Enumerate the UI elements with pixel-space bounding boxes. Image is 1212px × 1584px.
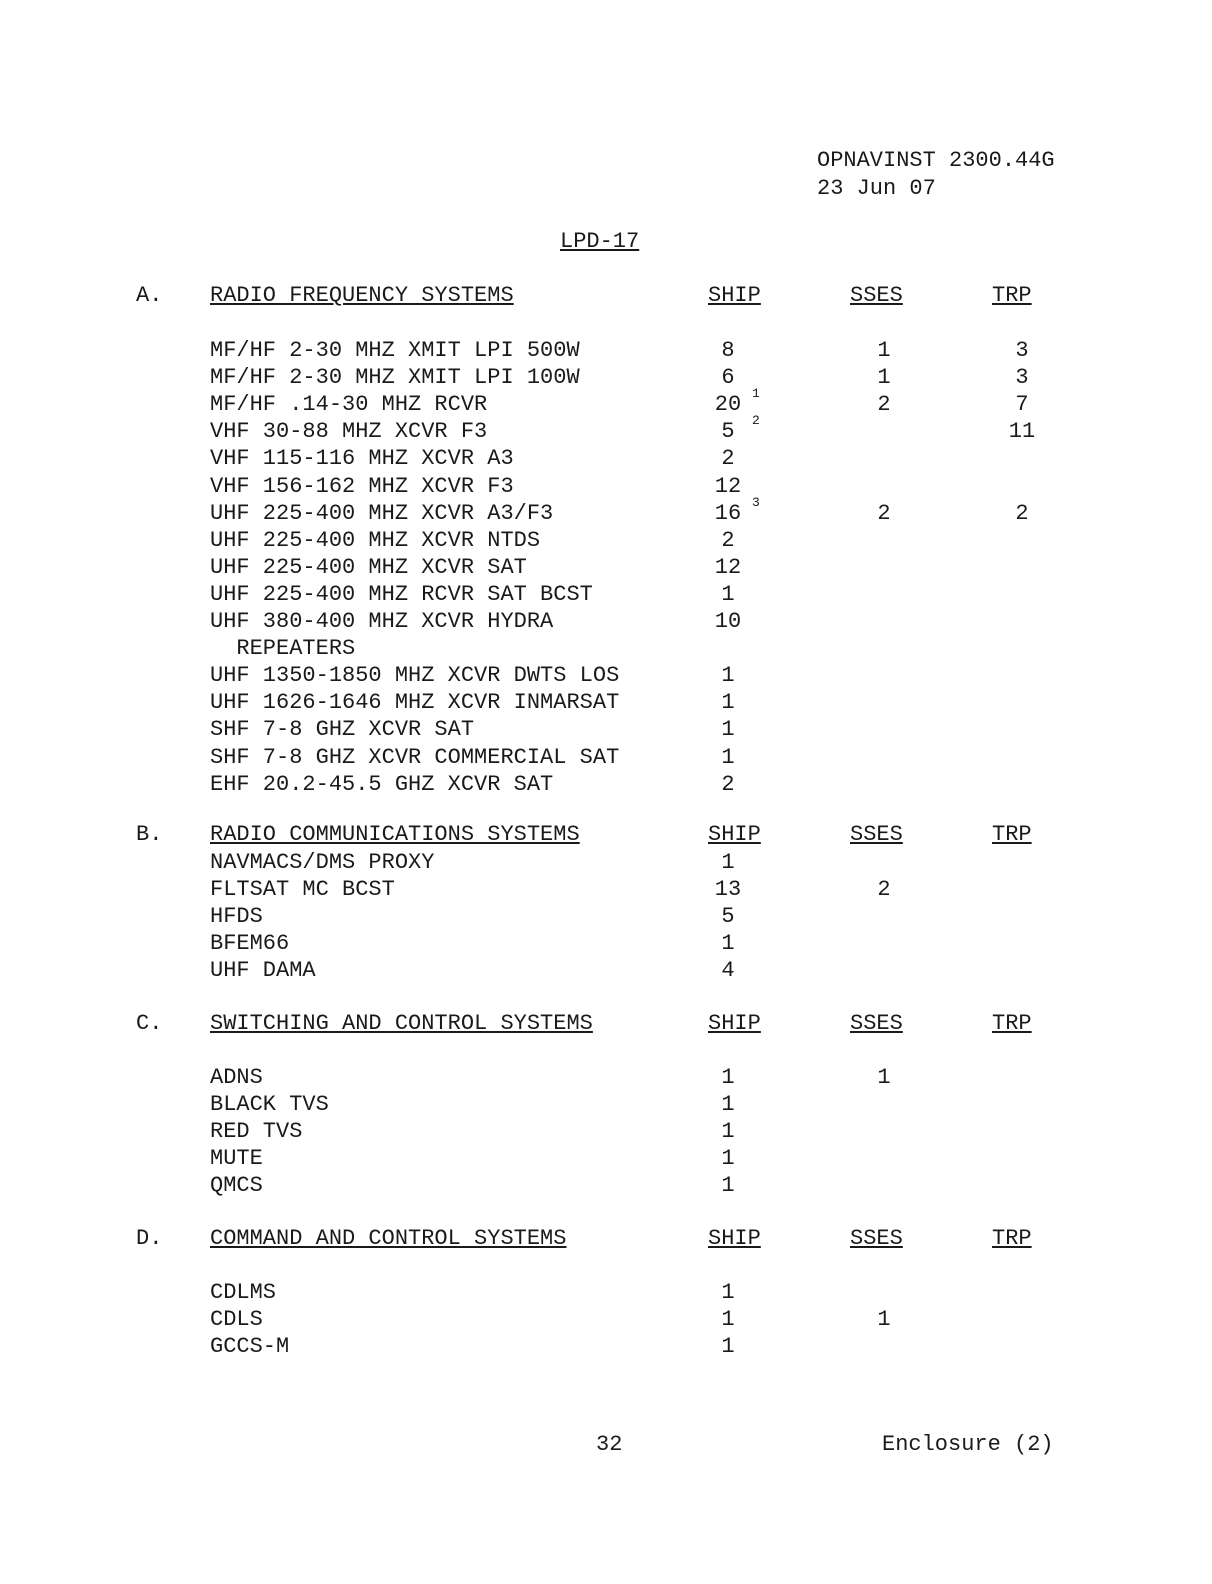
table-row — [0, 904, 1212, 931]
ship-count: 16 — [714, 500, 742, 526]
table-row — [0, 555, 1212, 582]
system-name: REPEATERS — [210, 636, 356, 662]
column-header-sses: SSES — [850, 283, 903, 308]
table-row — [0, 494, 1212, 528]
ship-count: 1 — [721, 1065, 735, 1090]
ship-count: 5 — [721, 904, 735, 930]
system-name: BFEM66 — [210, 931, 290, 957]
system-name: CDLMS — [210, 1280, 277, 1305]
trp-count: 2 — [1015, 500, 1029, 526]
doc-id: OPNAVINST 2300.44G — [817, 148, 1055, 173]
ship-count: 1 — [721, 663, 735, 689]
system-name: ADNS — [210, 1065, 263, 1090]
system-name: UHF 225-400 MHZ XCVR A3/F3 — [210, 500, 554, 526]
ship-count: 10 — [714, 609, 742, 634]
ship-count: 1 — [721, 1307, 735, 1333]
table-row — [0, 690, 1212, 717]
table-row — [0, 636, 1212, 663]
sses-count: 2 — [877, 877, 891, 903]
system-name: SHF 7-8 GHZ XCVR SAT — [210, 717, 475, 743]
system-name: HFDS — [210, 904, 263, 930]
system-name: FLTSAT MC BCST — [210, 877, 395, 903]
sses-count: 1 — [877, 338, 891, 363]
ship-count: 13 — [714, 877, 742, 903]
column-header-ship: SHIP — [708, 283, 761, 308]
table-row — [0, 877, 1212, 904]
ship-count: 1 — [721, 1334, 735, 1360]
table-row — [0, 1092, 1212, 1119]
document-header — [817, 147, 1055, 203]
system-name: SHF 7-8 GHZ XCVR COMMERCIAL SAT — [210, 744, 620, 770]
ship-count: 6 — [721, 365, 735, 391]
table-row — [0, 609, 1212, 636]
table-row — [0, 931, 1212, 958]
column-header-sses: SSES — [850, 822, 903, 847]
system-name: CDLS — [210, 1307, 263, 1333]
ship-count: 1 — [721, 1280, 735, 1305]
enclosure-label: Enclosure (2) — [882, 1432, 1054, 1457]
ship-count: 2 — [721, 527, 735, 553]
table-row — [0, 338, 1212, 365]
sses-count: 2 — [877, 500, 891, 526]
table-row — [0, 474, 1212, 501]
table-row — [0, 1119, 1212, 1146]
ship-count: 1 — [721, 581, 735, 607]
table-row — [0, 745, 1212, 772]
ship-count: 5 — [721, 419, 735, 445]
ship-count: 1 — [721, 1092, 735, 1118]
section-letter: A. — [136, 283, 163, 308]
system-name: UHF DAMA — [210, 958, 316, 984]
section-letter: B. — [136, 822, 163, 847]
page-number: 32 — [596, 1432, 623, 1457]
trp-count: 3 — [1015, 338, 1029, 363]
table-row — [0, 1065, 1212, 1092]
system-name: VHF 156-162 MHZ XCVR F3 — [210, 473, 514, 499]
column-header-trp: TRP — [992, 822, 1032, 847]
column-header-trp: TRP — [992, 1226, 1032, 1251]
system-name: MUTE — [210, 1146, 263, 1172]
sses-count: 1 — [877, 1065, 891, 1090]
table-row — [0, 1280, 1212, 1307]
ship-count: 1 — [721, 744, 735, 770]
table-row — [0, 663, 1212, 690]
table-row — [0, 386, 1212, 419]
section-title: SWITCHING AND CONTROL SYSTEMS — [210, 1011, 593, 1036]
column-header-ship: SHIP — [708, 822, 761, 847]
table-row — [0, 528, 1212, 555]
system-name: VHF 30-88 MHZ XCVR F3 — [210, 419, 488, 445]
table-row — [0, 413, 1212, 446]
trp-count: 11 — [1008, 419, 1036, 445]
footnote-marker: 3 — [752, 494, 760, 510]
section-title: COMMAND AND CONTROL SYSTEMS — [210, 1226, 567, 1251]
column-header-trp: TRP — [992, 283, 1032, 308]
system-name: NAVMACS/DMS PROXY — [210, 850, 435, 875]
column-header-sses: SSES — [850, 1011, 903, 1036]
footnote-marker: 1 — [752, 386, 760, 402]
table-row — [0, 1146, 1212, 1173]
ship-count: 1 — [721, 1146, 735, 1172]
column-header-ship: SHIP — [708, 1011, 761, 1036]
system-name: BLACK TVS — [210, 1092, 329, 1118]
table-row — [0, 958, 1212, 985]
ship-count: 8 — [721, 338, 735, 363]
system-name: QMCS — [210, 1173, 263, 1199]
trp-count: 3 — [1015, 365, 1029, 391]
doc-date: 23 Jun 07 — [817, 176, 936, 201]
ship-count: 2 — [721, 446, 735, 472]
ship-count: 1 — [721, 690, 735, 716]
trp-count: 7 — [1015, 392, 1029, 418]
system-name: MF/HF 2-30 MHZ XMIT LPI 500W — [210, 338, 580, 363]
page-title: LPD-17 — [560, 229, 640, 254]
table-row — [0, 772, 1212, 799]
column-header-ship: SHIP — [708, 1226, 761, 1251]
sses-count: 2 — [877, 392, 891, 418]
ship-count: 20 — [714, 392, 742, 418]
table-row — [0, 717, 1212, 744]
section-title: RADIO FREQUENCY SYSTEMS — [210, 283, 514, 308]
section-letter: D. — [136, 1226, 163, 1251]
system-name: EHF 20.2-45.5 GHZ XCVR SAT — [210, 771, 554, 797]
system-name: UHF 225-400 MHZ XCVR NTDS — [210, 527, 541, 553]
ship-count: 1 — [721, 850, 735, 875]
table-row — [0, 1307, 1212, 1334]
ship-count: 1 — [721, 931, 735, 957]
ship-count: 1 — [721, 1119, 735, 1145]
system-name: UHF 380-400 MHZ XCVR HYDRA — [210, 609, 554, 634]
section-letter: C. — [136, 1011, 163, 1036]
table-row — [0, 850, 1212, 877]
ship-count: 1 — [721, 717, 735, 743]
system-name: UHF 1350-1850 MHZ XCVR DWTS LOS — [210, 663, 620, 689]
system-name: MF/HF .14-30 MHZ RCVR — [210, 392, 488, 418]
sses-count: 1 — [877, 1307, 891, 1333]
ship-count: 12 — [714, 554, 742, 580]
system-name: GCCS-M — [210, 1334, 290, 1360]
section-title: RADIO COMMUNICATIONS SYSTEMS — [210, 822, 580, 847]
ship-count: 2 — [721, 771, 735, 797]
table-row — [0, 1173, 1212, 1200]
system-name: UHF 225-400 MHZ RCVR SAT BCST — [210, 581, 593, 607]
column-header-sses: SSES — [850, 1226, 903, 1251]
system-name: UHF 1626-1646 MHZ XCVR INMARSAT — [210, 690, 620, 716]
table-row — [0, 1334, 1212, 1361]
system-name: MF/HF 2-30 MHZ XMIT LPI 100W — [210, 365, 580, 391]
ship-count: 4 — [721, 958, 735, 984]
system-name: VHF 115-116 MHZ XCVR A3 — [210, 446, 514, 472]
ship-count: 1 — [721, 1173, 735, 1199]
column-header-trp: TRP — [992, 1011, 1032, 1036]
system-name: RED TVS — [210, 1119, 303, 1145]
table-row — [0, 446, 1212, 473]
footnote-marker: 2 — [752, 413, 760, 429]
ship-count: 12 — [714, 473, 742, 499]
table-row — [0, 365, 1212, 392]
system-name: UHF 225-400 MHZ XCVR SAT — [210, 554, 527, 580]
table-row — [0, 582, 1212, 609]
sses-count: 1 — [877, 365, 891, 391]
